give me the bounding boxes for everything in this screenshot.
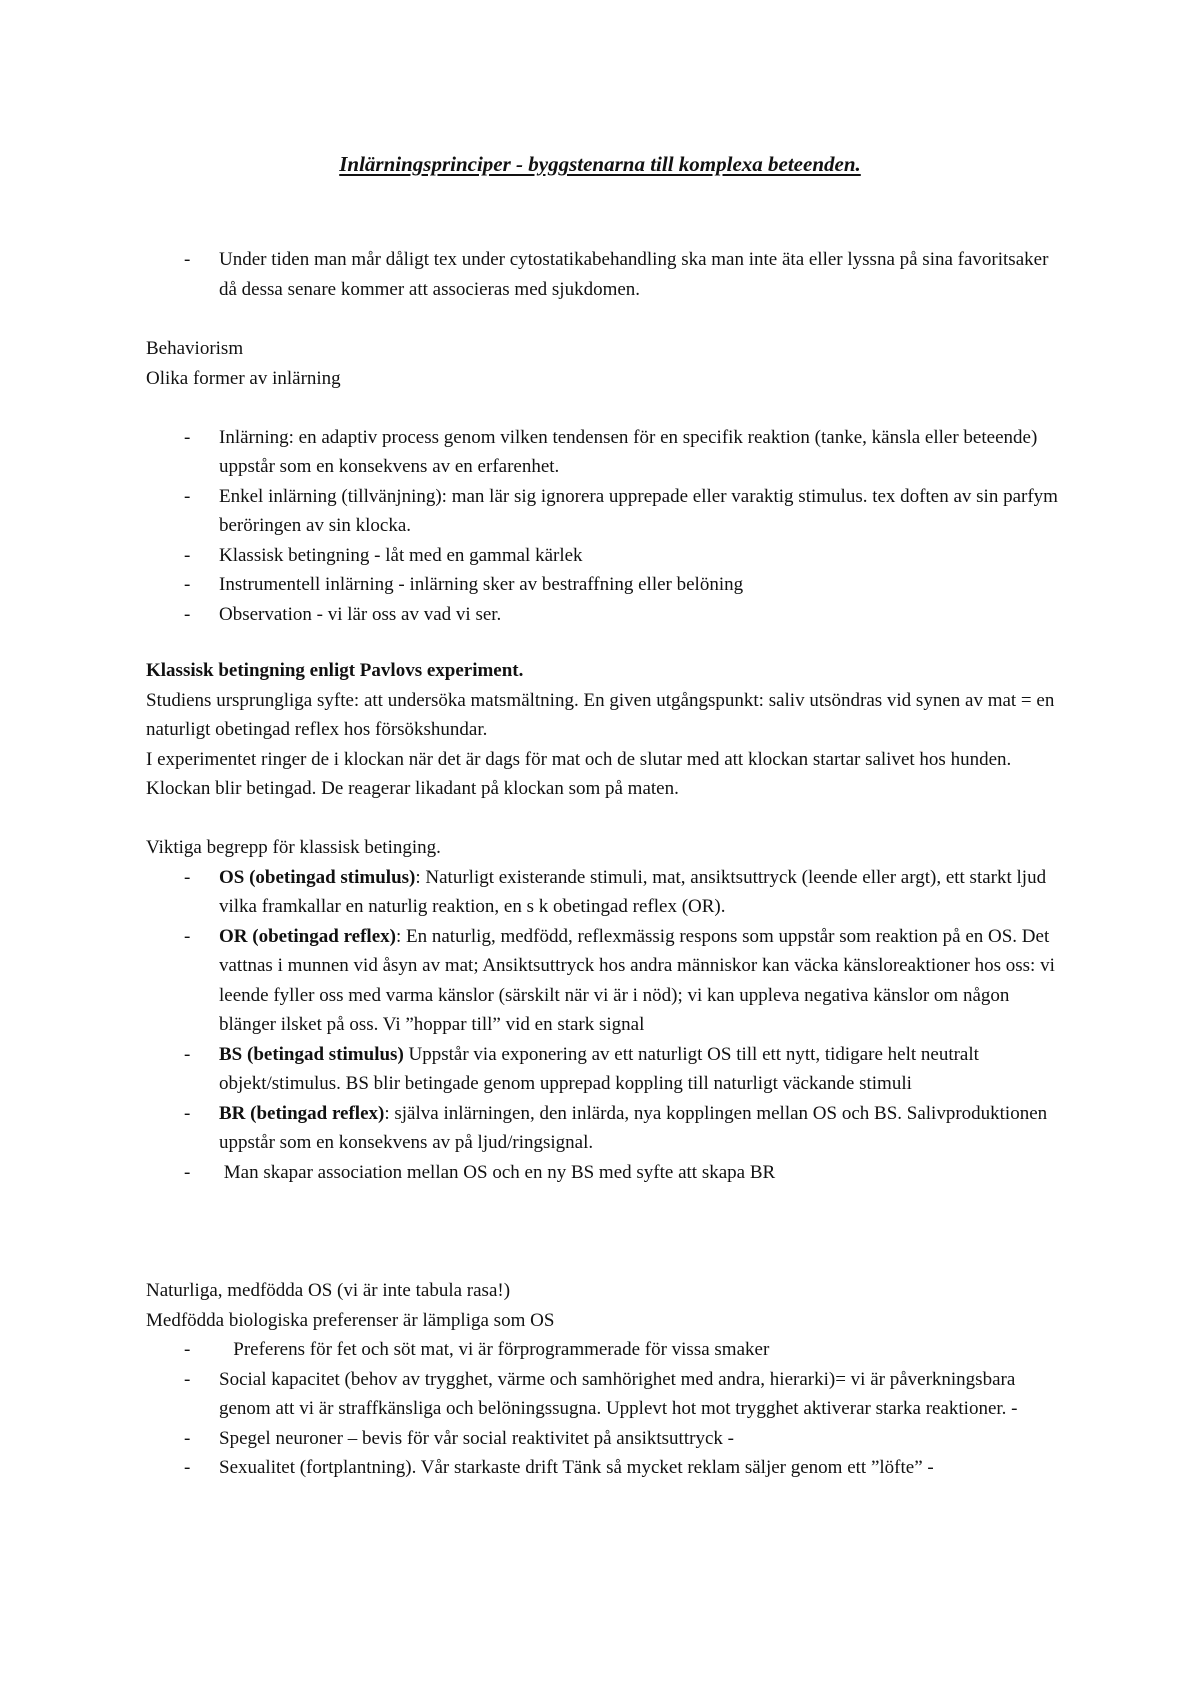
behaviorism-section: [146, 334, 1066, 629]
preferences-list: [146, 1335, 1066, 1483]
dash-marker: -: [184, 544, 191, 566]
list-item: - Inlärning: en adaptiv process genom vilken tendensen för en specifik reaktion (tanke, känsla eller beteende) uppstår som en konsekvens av en erfarenhet.: [146, 423, 1066, 482]
concept-term: OR (obetingad reflex): [219, 925, 396, 947]
document-title: Inlärningsprinciper - byggstenarna till komplexa beteenden.: [339, 152, 861, 176]
concept-term: BR (betingad reflex): [219, 1102, 385, 1124]
list-item: - OS (obetingad stimulus): Naturligt existerande stimuli, mat, ansiktsuttryck (leende eller argt), ett starkt ljud vilka framkallar en naturlig reaktion, en s k obetingad reflex (OR).: [146, 863, 1066, 922]
list-item: - Spegel neuroner – bevis för vår social reaktivitet på ansiktsuttryck -: [146, 1424, 1066, 1454]
concepts-section: [146, 833, 1066, 1187]
concepts-list: [146, 863, 1066, 1188]
pavlov-section: [146, 656, 1066, 804]
list-item: - Instrumentell inlärning - inlärning sker av bestraffning eller belöning: [146, 570, 1066, 600]
list-item: - Enkel inlärning (tillvänjning): man lär sig ignorera upprepade eller varaktig stimulus. tex doften av sin parfym beröringen av sin klocka.: [146, 482, 1066, 541]
pavlov-heading: Klassisk betingning enligt Pavlovs experiment.: [146, 660, 524, 681]
dash-marker: -: [184, 426, 191, 448]
dash-marker: -: [184, 1102, 191, 1124]
dash-marker: -: [184, 1368, 191, 1390]
dash-marker: -: [184, 866, 191, 888]
pavlov-paragraph-2: I experimentet ringer de i klockan när det är dags för mat och de slutar med att klockan startar salivet hos hunden. Klockan blir betingad. De reagerar likadant på klockan som på maten.: [146, 748, 1012, 799]
list-item: - BS (betingad stimulus) Uppstår via exponering av ett naturligt OS till ett nytt, tidigare helt neutralt objekt/stimulus. BS blir betingade genom upprepad koppling till naturligt väckande stimuli: [146, 1040, 1066, 1099]
natural-heading: Naturliga, medfödda OS (vi är inte tabula rasa!): [146, 1280, 511, 1301]
natural-os-section: [146, 1276, 1066, 1483]
list-item: - OR (obetingad reflex): En naturlig, medfödd, reflexmässig respons som uppstår som reaktion på en OS. Det vattnas i munnen vid åsyn av mat; Ansiktsuttryck hos andra människor kan väcka känsloreaktioner hos oss: vi leende fyller oss med varma känslor (särskilt när vi är i nöd); vi kan uppleva negativa känslor om någon blänger ilsket på oss. Vi ”hoppar till” vid en stark signal: [146, 922, 1066, 1040]
list-item: - Man skapar association mellan OS och en ny BS med syfte att skapa BR: [146, 1158, 1066, 1188]
behaviorism-heading: Behaviorism: [146, 338, 244, 359]
list-item: - BR (betingad reflex): själva inlärningen, den inlärda, nya kopplingen mellan OS och BS. Salivproduktionen uppstår som en konsekvens av på ljud/ringsignal.: [146, 1099, 1066, 1158]
dash-marker: -: [184, 1457, 191, 1478]
list-item: - Under tiden man mår dåligt tex under cytostatikabehandling ska man inte äta eller lyssna på sina favoritsaker då dessa senare kommer att associeras med sjukdomen.: [146, 245, 1066, 304]
dash-marker: -: [184, 603, 191, 625]
dash-marker: -: [184, 1161, 191, 1183]
intro-section: [146, 245, 1066, 304]
natural-subheading: Medfödda biologiska preferenser är lämpliga som OS: [146, 1309, 555, 1331]
dash-marker: -: [184, 1427, 191, 1449]
list-item: - Observation - vi lär oss av vad vi ser.: [146, 600, 1066, 630]
dash-marker: -: [184, 485, 191, 507]
list-item: - Social kapacitet (behov av trygghet, värme och samhörighet med andra, hierarki)= vi är påverkningsbara genom att vi är straffkänsliga och belöningssugna. Upplevt hot mot trygghet aktiverar starka reaktioner. -: [146, 1365, 1066, 1424]
list-item: - Klassisk betingning - låt med en gammal kärlek: [146, 541, 1066, 571]
list-item: - Preferens för fet och söt mat, vi är förprogrammerade för vissa smaker: [146, 1335, 1066, 1365]
dash-marker: -: [184, 1339, 191, 1360]
dash-marker: -: [184, 1043, 191, 1065]
pavlov-paragraph-1: Studiens ursprungliga syfte: att undersöka matsmältning. En given utgångspunkt: saliv utsöndras vid synen av mat = en naturligt obetingad reflex hos försökshundar.: [146, 689, 1055, 740]
behaviorism-subheading: Olika former av inlärning: [146, 367, 341, 389]
concepts-heading: Viktiga begrepp för klassisk betinging.: [146, 837, 441, 858]
list-item: - Sexualitet (fortplantning). Vår starkaste drift Tänk så mycket reklam säljer genom ett ”löfte” -: [146, 1453, 1066, 1483]
dash-marker: -: [184, 249, 191, 270]
dash-marker: -: [184, 574, 191, 595]
concept-term: BS (betingad stimulus): [219, 1043, 404, 1065]
learning-forms-list: [146, 423, 1066, 630]
concept-term: OS (obetingad stimulus): [219, 866, 416, 888]
intro-list: [146, 245, 1066, 304]
dash-marker: -: [184, 925, 191, 947]
